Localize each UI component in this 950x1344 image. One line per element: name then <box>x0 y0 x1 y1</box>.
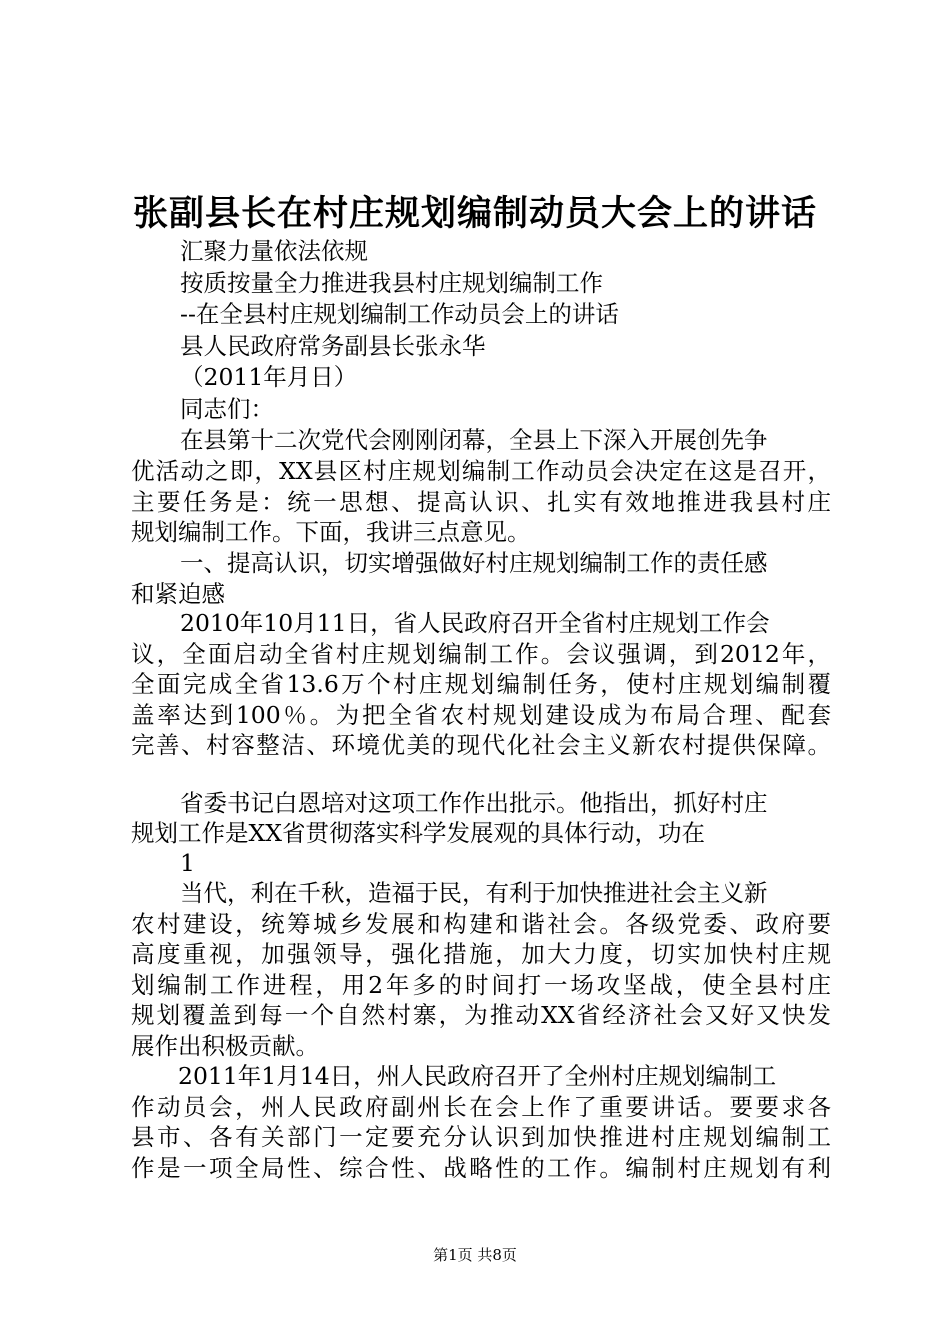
paragraph-line: 议，全面启动全省村庄规划编制工作。会议强调，到2012年， <box>131 640 831 668</box>
paragraph-line: 展作出积极贡献。 <box>131 1032 319 1060</box>
paragraph-line: 当代，利在千秋，造福于民，有利于加快推进社会主义新 <box>180 879 768 907</box>
paragraph-line: 农村建设，统筹城乡发展和构建和谐社会。各级党委、政府要 <box>131 910 831 938</box>
paragraph-line: 划编制工作进程，用2年多的时间打一场攻坚战，使全县村庄 <box>131 971 831 999</box>
subtitle-line: --在全县村庄规划编制工作动员会上的讲话 <box>180 300 619 328</box>
paragraph-line: 完善、村容整洁、环境优美的现代化社会主义新农村提供保障。 <box>131 731 831 759</box>
paragraph-line: 高度重视，加强领导，强化措施，加大力度，切实加快村庄规 <box>131 940 831 968</box>
subtitle-line: 按质按量全力推进我县村庄规划编制工作 <box>180 269 603 297</box>
paragraph-line: 盖率达到100％。为把全省农村规划建设成为布局合理、配套 <box>131 701 831 729</box>
paragraph-line: 全面完成全省13.6万个村庄规划编制任务，使村庄规划编制覆 <box>131 670 831 698</box>
paragraph-line: 规划覆盖到每一个自然村寨，为推动XX省经济社会又好又快发 <box>131 1001 831 1029</box>
subtitle-line: 汇聚力量依法依规 <box>180 237 368 265</box>
inline-page-number: 1 <box>180 849 195 877</box>
paragraph-line: 作是一项全局性、综合性、战略性的工作。编制村庄规划有利 <box>131 1154 831 1182</box>
paragraph-line: 2010年10月11日，省人民政府召开全省村庄规划工作会 <box>180 609 770 637</box>
section-heading-line: 一、提高认识，切实增强做好村庄规划编制工作的责任感 <box>180 549 768 577</box>
paragraph-line: 作动员会，州人民政府副州长在会上作了重要讲话。要要求各 <box>131 1093 831 1121</box>
page-footer: 第1页 共8页 <box>433 1246 517 1264</box>
section-heading-line: 和紧迫感 <box>131 580 225 608</box>
paragraph-line: 优活动之即，XX县区村庄规划编制工作动员会决定在这是召开， <box>131 457 831 485</box>
paragraph-line: 2011年1月14日，州人民政府召开了全州村庄规划编制工 <box>178 1062 777 1090</box>
date-line: （2011年月日） <box>180 363 358 391</box>
paragraph-line: 规划工作是XX省贯彻落实科学发展观的具体行动，功在 <box>131 819 705 847</box>
paragraph-line: 在县第十二次党代会刚刚闭幕，全县上下深入开展创先争 <box>180 426 768 454</box>
paragraph-line: 主要任务是：统一思想、提高认识、扎实有效地推进我县村庄 <box>131 488 831 516</box>
paragraph-line: 省委书记白恩培对这项工作作出批示。他指出，抓好村庄 <box>180 789 768 817</box>
salutation: 同志们： <box>180 395 274 423</box>
speaker-line: 县人民政府常务副县长张永华 <box>180 332 486 360</box>
paragraph-line: 县市、各有关部门一定要充分认识到加快推进村庄规划编制工 <box>131 1123 831 1151</box>
document-title: 张副县长在村庄规划编制动员大会上的讲话 <box>132 193 817 234</box>
paragraph-line: 规划编制工作。下面，我讲三点意见。 <box>131 518 531 546</box>
